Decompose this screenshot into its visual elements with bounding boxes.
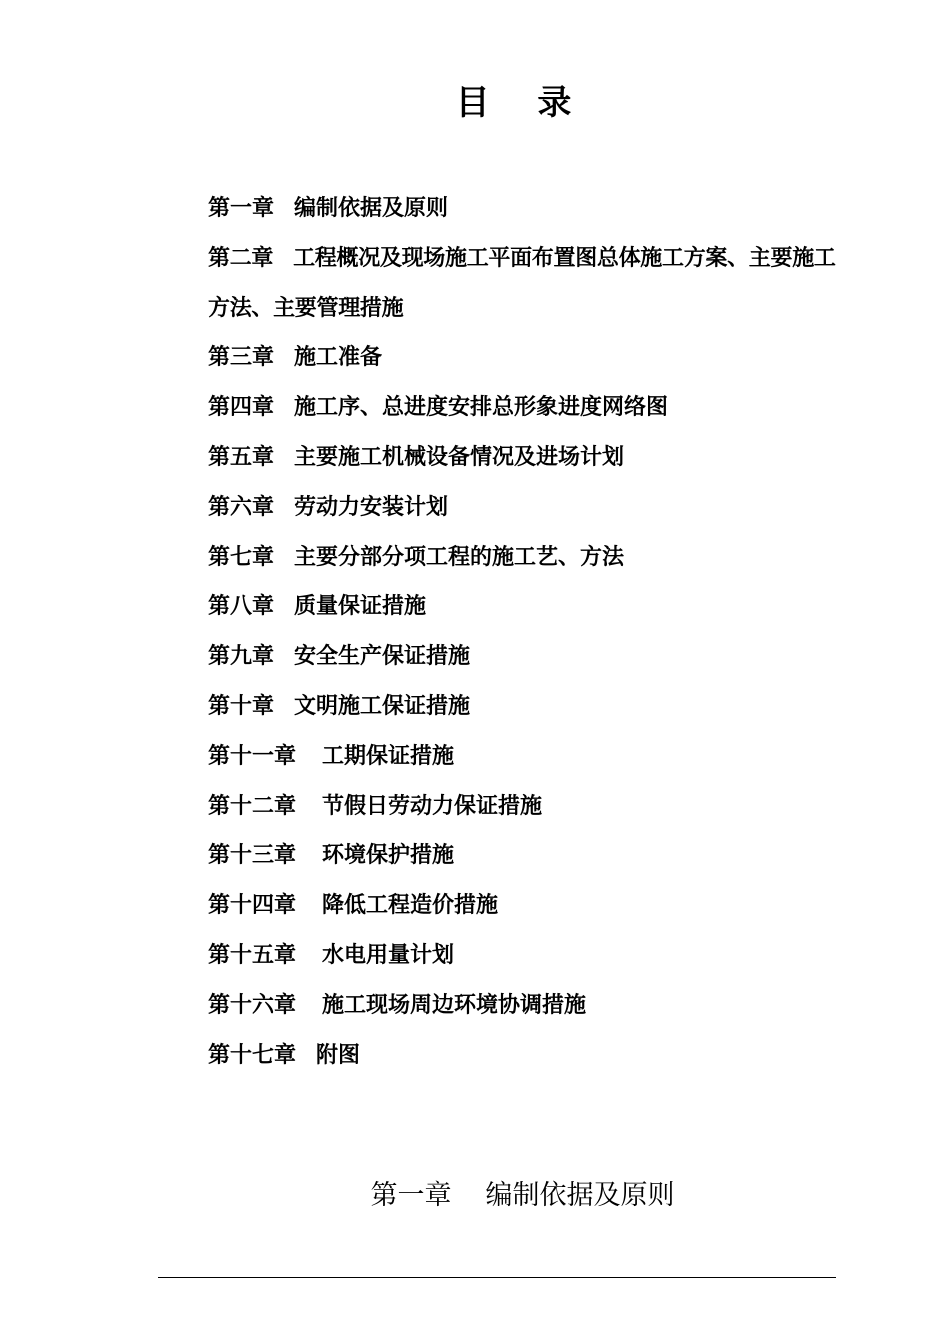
toc-chapter-number: 第十章 — [208, 693, 275, 719]
toc-chapter-number: 第十二章 — [208, 793, 297, 819]
toc-chapter-title: 劳动力安装计划 — [294, 494, 449, 520]
toc-item-9[interactable] — [208, 632, 848, 682]
toc-chapter-number: 第九章 — [208, 644, 275, 670]
toc-chapter-number: 第四章 — [208, 395, 275, 421]
toc-item-11[interactable] — [208, 732, 848, 782]
toc-chapter-number: 第七章 — [208, 544, 275, 570]
toc-chapter-title: 降低工程造价措施 — [322, 893, 499, 919]
chapter-heading-number: 第一章 — [370, 1180, 452, 1211]
footer-rule — [158, 1277, 836, 1278]
toc-item-17[interactable] — [208, 1031, 848, 1081]
chapter-heading — [0, 1176, 950, 1216]
toc-item-2[interactable] — [208, 234, 848, 334]
chapter-heading-title: 编制依据及原则 — [485, 1180, 675, 1211]
toc-chapter-title: 工期保证措施 — [322, 743, 455, 769]
toc-item-13[interactable] — [208, 831, 848, 881]
toc-item-10[interactable] — [208, 682, 848, 732]
toc-item-4[interactable] — [208, 383, 848, 433]
toc-item-7[interactable] — [208, 533, 848, 583]
toc-chapter-number: 第六章 — [208, 494, 275, 520]
toc-chapter-number: 第五章 — [208, 444, 275, 470]
toc-chapter-title: 施工序、总进度安排总形象进度网络图 — [294, 395, 669, 421]
toc-item-15[interactable] — [208, 931, 848, 981]
toc-chapter-title: 主要施工机械设备情况及进场计划 — [294, 444, 625, 470]
toc-item-12[interactable] — [208, 782, 848, 832]
toc-item-14[interactable] — [208, 881, 848, 931]
toc-chapter-title: 工程概况及现场施工平面布置图总体施工方案、主要施工方法、主要管理措施 — [208, 245, 836, 321]
toc-chapter-number: 第二章 — [208, 245, 274, 271]
toc-chapter-number: 第十三章 — [208, 843, 297, 869]
toc-item-6[interactable] — [208, 483, 848, 533]
toc-chapter-number: 第十四章 — [208, 893, 297, 919]
toc-item-16[interactable] — [208, 981, 848, 1031]
toc-chapter-title: 水电用量计划 — [322, 942, 455, 968]
toc-item-8[interactable] — [208, 582, 848, 632]
page-title: 目 录 — [455, 83, 590, 123]
toc-chapter-title: 安全生产保证措施 — [294, 644, 471, 670]
toc-item-5[interactable] — [208, 433, 848, 483]
toc-chapter-number: 第十六章 — [208, 992, 297, 1018]
toc-chapter-number: 第三章 — [208, 345, 275, 371]
toc-chapter-number: 第八章 — [208, 594, 275, 620]
table-of-contents — [208, 184, 848, 1080]
toc-chapter-title: 施工准备 — [294, 345, 383, 371]
toc-chapter-number: 第十五章 — [208, 942, 297, 968]
toc-item-1[interactable] — [208, 184, 848, 234]
toc-chapter-title: 质量保证措施 — [294, 594, 427, 620]
toc-chapter-title: 环境保护措施 — [322, 843, 455, 869]
toc-chapter-number: 第十一章 — [208, 743, 297, 769]
toc-chapter-number: 第一章 — [208, 196, 275, 221]
toc-chapter-title: 附图 — [316, 1042, 361, 1068]
toc-chapter-title: 文明施工保证措施 — [294, 693, 471, 719]
toc-chapter-number: 第十七章 — [208, 1042, 297, 1068]
toc-chapter-title: 节假日劳动力保证措施 — [322, 793, 543, 819]
toc-chapter-title: 主要分部分项工程的施工艺、方法 — [294, 544, 625, 570]
toc-chapter-title: 编制依据及原则 — [294, 196, 449, 221]
toc-item-3[interactable] — [208, 333, 848, 383]
toc-chapter-title: 施工现场周边环境协调措施 — [322, 992, 587, 1018]
